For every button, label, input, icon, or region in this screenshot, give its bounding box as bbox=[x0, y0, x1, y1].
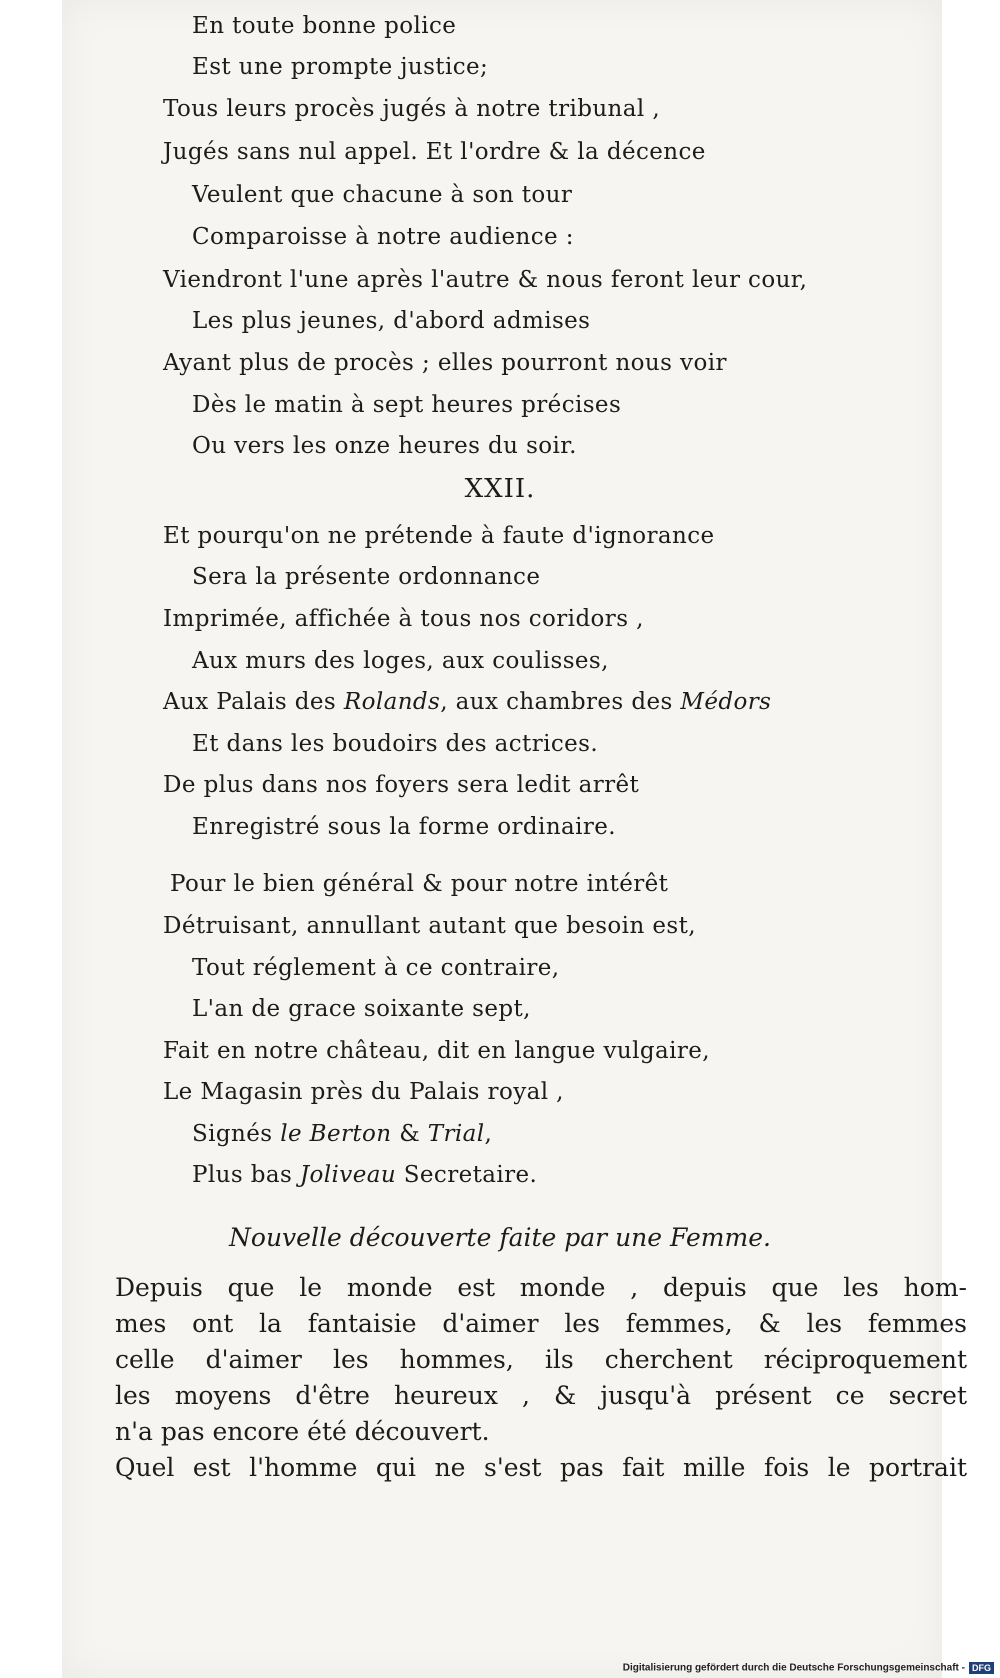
name-medors: Médors bbox=[680, 689, 772, 715]
verse-b-line-5-part-2: , aux chambres des bbox=[440, 689, 681, 715]
verse-c-line-4: L'an de grace soixante sept, bbox=[192, 996, 531, 1022]
verse-c-line-1: Pour le bien général & pour notre intérêt bbox=[170, 871, 669, 897]
prose-line-6: Quel est l'homme qui ne s'est pas fait mille fois le portrait bbox=[115, 1453, 967, 1482]
digitization-credit bbox=[623, 1662, 994, 1674]
verse-a-line-6: Comparoisse à notre audience : bbox=[192, 224, 574, 250]
verse-c-line-5: Fait en notre château, dit en langue vulgaire, bbox=[163, 1038, 710, 1064]
prose-line-4: les moyens d'être heureux , & jusqu'à présent ce secret bbox=[115, 1381, 967, 1410]
prose-line-5: n'a pas encore été découvert. bbox=[115, 1417, 490, 1446]
verse-b-line-6: Et dans les boudoirs des actrices. bbox=[192, 731, 599, 757]
verse-c-line-8 bbox=[192, 1160, 537, 1190]
verse-a-line-7: Viendront l'une après l'autre & nous feront leur cour, bbox=[163, 267, 808, 293]
verse-c-line-7 bbox=[192, 1119, 492, 1149]
prose-line-2: mes ont la fantaisie d'aimer les femmes, & les femmes bbox=[115, 1309, 967, 1338]
verse-b-line-3: Imprimée, affichée à tous nos coridors , bbox=[163, 606, 644, 632]
verse-b-line-4: Aux murs des loges, aux coulisses, bbox=[192, 648, 609, 674]
verse-a-line-4: Jugés sans nul appel. Et l'ordre & la décence bbox=[163, 139, 706, 165]
verse-b-line-7: De plus dans nos foyers sera ledit arrêt bbox=[163, 772, 640, 798]
prose-line-1: Depuis que le monde est monde , depuis que les hom- bbox=[115, 1273, 967, 1302]
verse-a-line-2: Est une prompte justice; bbox=[192, 54, 489, 80]
prose-line-3: celle d'aimer les hommes, ils cherchent réciproquement bbox=[115, 1345, 967, 1374]
dfg-logo: DFG bbox=[969, 1662, 994, 1674]
name-rolands: Rolands bbox=[343, 689, 441, 715]
verse-c-line-7-part-1: Signés bbox=[192, 1121, 281, 1147]
name-le-berton: le Berton bbox=[280, 1121, 392, 1147]
verse-b-line-1: Et pourqu'on ne prétende à faute d'ignorance bbox=[163, 523, 715, 549]
name-joliveau: Joliveau bbox=[299, 1162, 397, 1188]
verse-a-line-10: Dès le matin à sept heures précises bbox=[192, 392, 622, 418]
verse-b-line-5-part-1: Aux Palais des bbox=[163, 689, 344, 715]
verse-c-line-2: Détruisant, annullant autant que besoin est, bbox=[163, 913, 696, 939]
name-trial: Trial bbox=[427, 1121, 485, 1147]
verse-b-line-5 bbox=[163, 687, 771, 717]
verse-a-line-5: Veulent que chacune à son tour bbox=[192, 182, 573, 208]
verse-c-line-8-part-1: Plus bas bbox=[192, 1162, 300, 1188]
verse-a-line-1: En toute bonne police bbox=[192, 13, 457, 39]
verse-a-line-9: Ayant plus de procès ; elles pourront nous voir bbox=[163, 350, 727, 376]
verse-b-line-2: Sera la présente ordonnance bbox=[192, 564, 541, 590]
scan-margin bbox=[0, 0, 62, 1678]
verse-a-line-8: Les plus jeunes, d'abord admises bbox=[192, 308, 591, 334]
verse-b-line-8: Enregistré sous la forme ordinaire. bbox=[192, 814, 617, 840]
verse-c-line-6: Le Magasin près du Palais royal , bbox=[163, 1079, 564, 1105]
verse-c-line-7-part-3: , bbox=[484, 1121, 493, 1147]
verse-a-line-3: Tous leurs procès jugés à notre tribunal , bbox=[163, 96, 661, 122]
credit-text: Digitalisierung gefördert durch die Deutsche Forschungsgemeinschaft - bbox=[622, 1662, 965, 1674]
verse-c-line-8-part-2: Secretaire. bbox=[396, 1162, 538, 1188]
article-title: Nouvelle découverte faite par une Femme. bbox=[229, 1223, 771, 1252]
verse-c-line-7-part-2: & bbox=[391, 1121, 428, 1147]
verse-c-line-3: Tout réglement à ce contraire, bbox=[192, 955, 560, 981]
section-heading: XXII. bbox=[464, 474, 536, 504]
verse-a-line-11: Ou vers les onze heures du soir. bbox=[192, 433, 577, 459]
